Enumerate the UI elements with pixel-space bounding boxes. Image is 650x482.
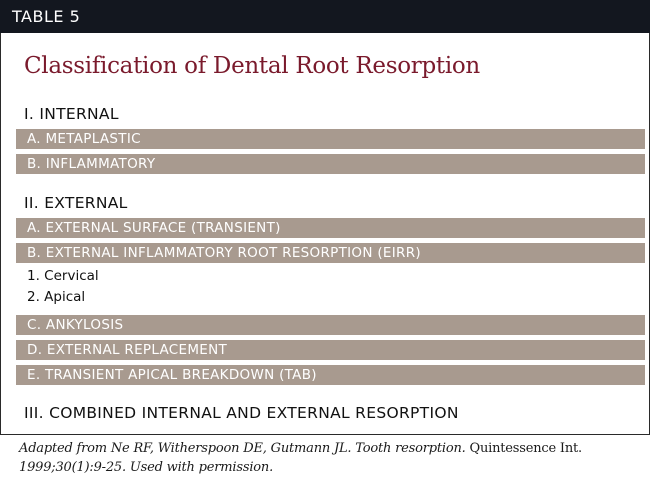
table-title: Classification of Dental Root Resorption [24, 53, 480, 79]
band-row-external-replacement [16, 340, 645, 360]
subitem-apical: 2. Apical [27, 289, 86, 305]
band-label: B. EXTERNAL INFLAMMATORY ROOT RESORPTION (EIRR) [27, 245, 421, 261]
footnote-citation: Adapted from Ne RF, Witherspoon DE, Gutmann JL. Tooth resorption. [19, 441, 470, 456]
band-row-external-surface [16, 218, 645, 238]
footnote-journal: Quintessence Int. [469, 441, 582, 456]
band-label: B. INFLAMMATORY [27, 156, 156, 172]
band-row-eirr [16, 243, 645, 263]
table-header-bar [0, 0, 650, 33]
section-heading-external: II. EXTERNAL [24, 194, 128, 212]
table-number-label: TABLE 5 [12, 7, 81, 26]
band-label: C. ANKYLOSIS [27, 317, 124, 333]
section-heading-combined: III. COMBINED INTERNAL AND EXTERNAL RESORPTION [24, 404, 459, 422]
section-heading-internal: I. INTERNAL [24, 105, 119, 123]
source-footnote [19, 439, 639, 477]
band-row-inflammatory [16, 154, 645, 174]
band-row-metaplastic [16, 129, 645, 149]
footnote-details: 1999;30(1):9-25. Used with permission. [19, 460, 274, 475]
band-label: E. TRANSIENT APICAL BREAKDOWN (TAB) [27, 367, 317, 383]
band-label: D. EXTERNAL REPLACEMENT [27, 342, 228, 358]
band-row-ankylosis [16, 315, 645, 335]
band-label: A. METAPLASTIC [27, 131, 141, 147]
subitem-cervical: 1. Cervical [27, 268, 99, 284]
band-label: A. EXTERNAL SURFACE (TRANSIENT) [27, 220, 281, 236]
band-row-transient-apical-breakdown [16, 365, 645, 385]
